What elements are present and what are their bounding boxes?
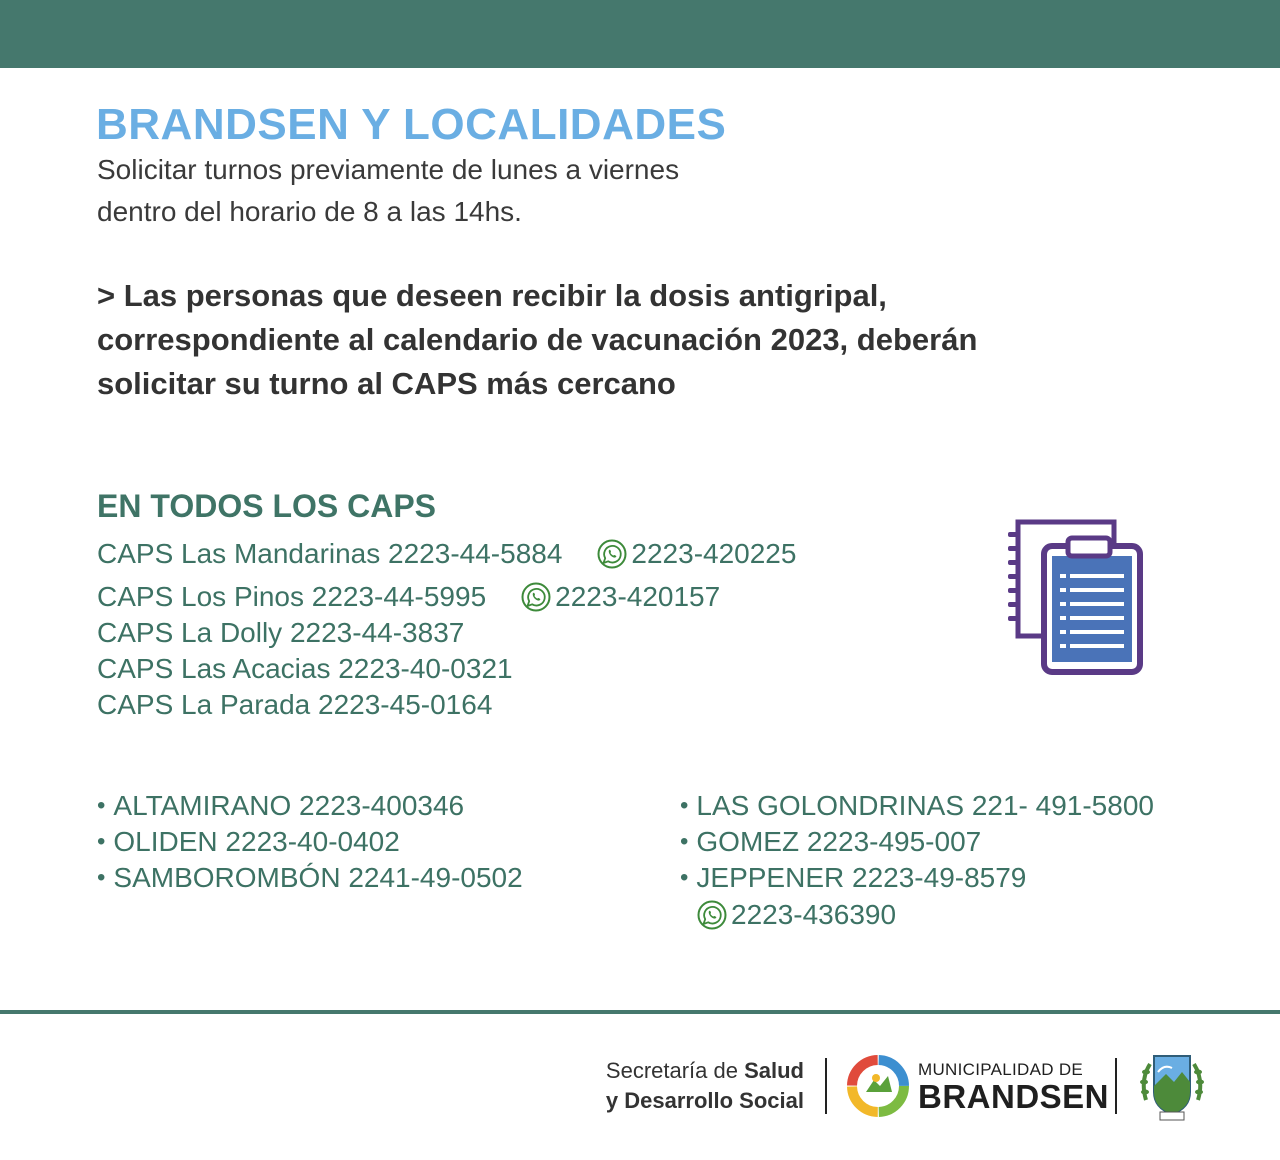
locality-samborombon [97, 860, 523, 896]
secretaria-label [606, 1056, 804, 1116]
municipality-big: BRANDSEN [918, 1078, 1110, 1115]
top-banner [0, 0, 1280, 68]
footer-separator [1115, 1058, 1117, 1114]
caps-item-label: CAPS La Parada 2223-45-0164 [97, 689, 493, 720]
whatsapp-contact [520, 579, 720, 615]
caps-item-label: CAPS Las Acacias 2223-40-0321 [97, 653, 513, 684]
locality-label: GOMEZ 2223-495-007 [696, 826, 982, 857]
bullet-dot: • [97, 864, 106, 891]
whatsapp-icon [596, 538, 628, 570]
whatsapp-contact [596, 536, 796, 572]
intro-line-2: dentro del horario de 8 a las 14hs. [97, 196, 522, 227]
caps-item-las-mandarinas [97, 536, 796, 572]
jeppener-whatsapp-contact [696, 897, 896, 933]
bullet-dot: • [97, 792, 106, 819]
caps-item-los-pinos [97, 579, 720, 615]
locality-oliden [97, 824, 400, 860]
caps-item-las-acacias [97, 651, 513, 687]
municipality-name [918, 1060, 1109, 1114]
whatsapp-icon [520, 581, 552, 613]
bullet-dot: • [680, 864, 689, 891]
locality-label: ALTAMIRANO 2223-400346 [113, 790, 465, 821]
bullet-dot: • [97, 828, 106, 855]
caps-item-label: CAPS Los Pinos 2223-44-5995 [97, 581, 487, 612]
whatsapp-number: 2223-420225 [631, 538, 797, 569]
municipal-logo [846, 1054, 910, 1118]
locality-jeppener [680, 860, 1026, 896]
locality-label: LAS GOLONDRINAS 221- 491-5800 [696, 790, 1154, 821]
clipboard-icon [1006, 516, 1146, 678]
secretaria-line-1 [606, 1056, 804, 1086]
caps-item-label: CAPS Las Mandarinas 2223-44-5884 [97, 538, 563, 569]
secretaria-prefix: Secretaría de [605, 1058, 745, 1083]
intro-line-1: Solicitar turnos previamente de lunes a viernes [97, 154, 680, 185]
footer-divider [0, 1010, 1280, 1014]
locality-label: JEPPENER 2223-49-8579 [696, 862, 1027, 893]
notice-line-3: solicitar su turno al CAPS más cercano [97, 366, 676, 401]
bullet-dot: • [680, 792, 689, 819]
locality-gomez [680, 824, 981, 860]
coat-of-arms-icon [1136, 1046, 1208, 1126]
caps-item-la-parada [97, 687, 492, 723]
footer-separator [825, 1058, 827, 1114]
caps-section-title: EN TODOS LOS CAPS [97, 488, 437, 524]
whatsapp-number: 2223-420157 [555, 581, 721, 612]
caps-item-la-dolly [97, 615, 464, 651]
locality-las-golondrinas [680, 788, 1154, 824]
whatsapp-number: 2223-436390 [731, 899, 897, 930]
locality-label: SAMBOROMBÓN 2241-49-0502 [113, 862, 523, 893]
bullet-dot: • [680, 828, 689, 855]
caps-item-label: CAPS La Dolly 2223-44-3837 [97, 617, 465, 648]
page-title: BRANDSEN Y LOCALIDADES [96, 100, 727, 149]
municipality-small: MUNICIPALIDAD DE [918, 1060, 1084, 1079]
secretaria-line-2: y Desarrollo Social [605, 1088, 804, 1113]
locality-label: OLIDEN 2223-40-0402 [113, 826, 400, 857]
locality-altamirano [97, 788, 464, 824]
notice-line-2: correspondiente al calendario de vacunación 2023, deberán [97, 322, 978, 357]
secretaria-strong: Salud [744, 1058, 804, 1083]
whatsapp-icon [696, 899, 728, 931]
notice-line-1: > Las personas que deseen recibir la dosis antigripal, [97, 278, 887, 313]
